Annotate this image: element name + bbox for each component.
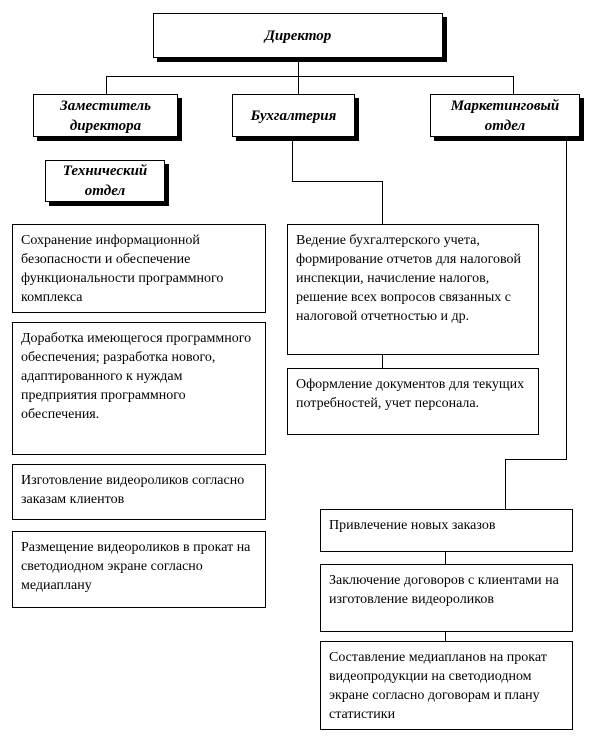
accounting-task-2	[287, 368, 539, 435]
marketing-task-2-text: Заключение договоров с клиентами на изготовление видеороликов	[329, 573, 559, 607]
connector-to-marketing	[513, 76, 514, 94]
technical-task-3	[12, 464, 266, 520]
connector-to-deputy	[106, 76, 107, 94]
connector-marketing-mid	[505, 459, 567, 460]
director-box	[153, 13, 443, 58]
accounting-task-1-text: Ведение бухгалтерского учета, формирование отчетов для налоговой инспекции, начисление налогов, решение всех вопросов связанных с налоговой отчетностью и др.	[296, 233, 522, 324]
technical-task-4	[12, 531, 266, 608]
technical-task-4-text: Размещение видеороликов в прокат на светодиодном экране согласно медиаплану	[21, 540, 251, 593]
accounting-task-2-text: Оформление документов для текущих потребностей, учет персонала.	[296, 377, 525, 411]
connector-director-down	[298, 58, 299, 76]
connector-marketing-task-2-3	[445, 632, 446, 641]
technical-task-2	[12, 322, 266, 455]
technical-task-1	[12, 224, 266, 313]
deputy-box	[33, 94, 178, 137]
technical-task-3-text: Изготовление видеороликов согласно заказам клиентов	[21, 473, 245, 507]
director-label: Директор	[264, 27, 332, 44]
technical-label: Технический отдел	[62, 163, 148, 199]
connector-marketing-to-task	[505, 459, 506, 509]
marketing-label: Маркетинговый отдел	[450, 97, 560, 134]
marketing-box	[430, 94, 580, 137]
marketing-task-3	[320, 641, 573, 730]
marketing-task-1-text: Привлечение новых заказов	[329, 518, 496, 533]
accounting-task-1	[287, 224, 539, 355]
connector-marketing-down	[566, 137, 567, 459]
marketing-task-3-text: Составление медиапланов на прокат видеопродукции на светодиодном экране согласно договорам и плану статистики	[329, 650, 547, 722]
connector-accounting-down	[292, 137, 293, 181]
technical-box	[45, 160, 165, 202]
technical-task-1-text: Сохранение информационной безопасности и обеспечение функциональности программного комплекса	[21, 233, 224, 305]
connector-top-horizontal	[106, 76, 514, 77]
connector-to-accounting	[298, 76, 299, 94]
accounting-label: Бухгалтерия	[250, 107, 337, 124]
connector-accounting-tasks	[382, 355, 383, 368]
deputy-label: Заместитель директора	[60, 97, 151, 134]
connector-accounting-to-task	[382, 181, 383, 224]
connector-accounting-mid	[292, 181, 382, 182]
connector-marketing-task-1-2	[445, 552, 446, 564]
technical-task-2-text: Доработка имеющегося программного обеспечения; разработка нового, адаптированного к нуждам предприятия программного обеспечения.	[21, 331, 252, 422]
marketing-task-1	[320, 509, 573, 552]
accounting-box	[232, 94, 355, 137]
marketing-task-2	[320, 564, 573, 632]
